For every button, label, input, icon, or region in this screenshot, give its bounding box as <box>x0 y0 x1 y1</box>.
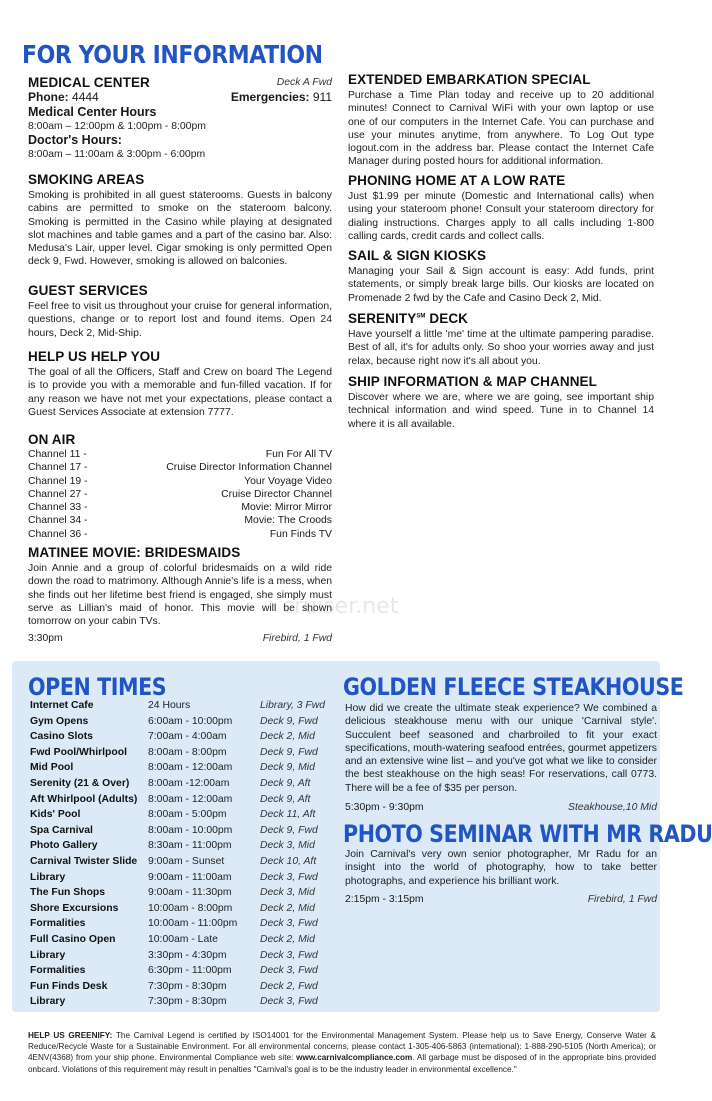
venue-hours: 8:00am - 12:00am <box>148 762 233 774</box>
channel-row <box>28 501 332 514</box>
venue-hours: 9:00am - 11:30pm <box>148 887 232 899</box>
steakhouse-title: GOLDEN FLEECE STEAKHOUSE <box>343 673 684 701</box>
venue-name: Mid Pool <box>30 762 74 774</box>
open-times-row <box>30 807 330 823</box>
venue-name: Serenity (21 & Over) <box>30 777 130 789</box>
smoking-text: Smoking is prohibited in all guest staterooms. Guests in balcony cabins are permitted to smoke on the stateroom balcony. Smoking is permitted in the Casino while playing at designated slot machines and table games and a part of the casino bar. Also: Medusa's Lair, upper level. Cigar smoking is only permitted Open deck 9, Fwd. However, smoking is allowed on balconies. <box>28 190 332 268</box>
open-times-row <box>30 823 330 839</box>
channel-number: Channel 33 - <box>28 502 88 514</box>
channel-row <box>28 514 332 527</box>
venue-hours: 10:00am - 11:00pm <box>148 918 238 930</box>
channel-number: Channel 34 - <box>28 515 88 527</box>
venue-name: Library <box>30 996 66 1008</box>
venue-name: Full Casino Open <box>30 933 116 945</box>
channel-name: Your Voyage Video <box>244 475 332 487</box>
venue-location: Deck 2, Mid <box>260 731 315 743</box>
venue-location: Deck 3, Fwd <box>260 996 318 1008</box>
open-times-row <box>30 901 330 917</box>
steakhouse-text: How did we create the ultimate steak experience? We combined a delicious steakhouse menu with our unique 'Carnival style'. Succulent beef seasoned and charbroiled to fit your exact specifications, mouth-watering seafood entrées, gourmet appetizers and an extensive wine list – and you've got what we like to consider the best steakhouse on the high seas! For reservations, call 0773. There will be a fee of $35 per person. <box>345 703 657 794</box>
venue-hours: 8:00am - 10:00pm <box>148 824 233 836</box>
sail-heading: SAIL & SIGN KIOSKS <box>348 248 487 263</box>
extended-text: Purchase a Time Plan today and receive up to 20 additional minutes! Connect to Carnival WiFi with your own laptop or use one of our computers in the Internet Cafe. You can purchase and use your minutes anytime, from anywhere. To Log Out type logout.com in the address bar. Please contact the Internet Cafe Manager during posted hours for additional information. <box>348 90 654 168</box>
medical-center-section <box>28 75 332 162</box>
venue-hours: 8:00am - 12:00am <box>148 793 233 805</box>
venue-hours: 8:30am - 11:00pm <box>148 840 232 852</box>
open-times-row <box>30 870 330 886</box>
venue-name: Formalities <box>30 965 86 977</box>
medical-hours: 8:00am – 12:00pm & 1:00pm - 8:00pm <box>28 121 206 132</box>
serenity-heading <box>348 311 654 326</box>
venue-hours: 8:00am - 5:00pm <box>148 809 227 821</box>
venue-hours: 10:00am - Late <box>148 933 218 945</box>
channel-number: Channel 17 - <box>28 462 88 474</box>
channel-number: Channel 36 - <box>28 528 88 540</box>
venue-hours: 6:00am - 10:00pm <box>148 715 233 727</box>
phoning-home-section <box>348 173 654 243</box>
watermark: cruiser.net <box>282 594 399 619</box>
open-times-row <box>30 698 330 714</box>
venue-location: Deck 9, Fwd <box>260 746 318 758</box>
ship-info-section <box>348 374 654 431</box>
venue-name: Library <box>30 949 66 961</box>
smoking-heading: SMOKING AREAS <box>28 172 145 187</box>
venue-name: Gym Opens <box>30 715 89 727</box>
doctor-hours-heading: Doctor's Hours: <box>28 133 122 148</box>
photo-time: 2:15pm - 3:15pm <box>345 893 424 905</box>
venue-hours: 7:30pm - 8:30pm <box>148 996 227 1008</box>
channel-number: Channel 27 - <box>28 488 88 500</box>
steakhouse-location: Steakhouse,10 Mid <box>568 802 657 814</box>
open-times-row <box>30 714 330 730</box>
footer-lead: HELP US GREENIFY: <box>28 1031 113 1040</box>
open-times-row <box>30 963 330 979</box>
photo-location: Firebird, 1 Fwd <box>587 893 657 905</box>
phone-label: Phone: <box>28 90 69 104</box>
matinee-time: 3:30pm <box>28 633 63 645</box>
photo-text: Join Carnival's very own senior photographer, Mr Radu for an insight into the world of photography, how to take better photographs, and experience his brilliant work. <box>345 849 657 887</box>
steakhouse-time: 5:30pm - 9:30pm <box>345 802 424 814</box>
venue-hours: 8:00am -12:00am <box>148 777 230 789</box>
medical-location: Deck A Fwd <box>276 77 332 88</box>
channel-list <box>28 448 332 541</box>
matinee-heading: MATINEE MOVIE: BRIDESMAIDS <box>28 545 241 560</box>
extended-embarkation-section <box>348 72 654 169</box>
smoking-section <box>28 172 332 269</box>
emergencies-label: Emergencies: <box>230 90 310 104</box>
venue-location: Deck 9, Mid <box>260 762 315 774</box>
venue-hours: 7:30pm - 8:30pm <box>148 980 227 992</box>
venue-location: Deck 9, Fwd <box>260 824 318 836</box>
venue-name: The Fun Shops <box>30 887 106 899</box>
open-times-row <box>30 994 330 1010</box>
venue-name: Photo Gallery <box>30 840 98 852</box>
channel-row <box>28 475 332 488</box>
venue-name: Internet Cafe <box>30 700 94 711</box>
open-times-row <box>30 838 330 854</box>
venue-location: Deck 9, Aft <box>260 793 311 805</box>
footer-text-2: . All garbage must be disposed of in the appropriate bins provided onbcard. Violations of this requirement may result in penalties "Carnival's goal is to be the industry leader in environmental excellence." <box>28 1053 657 1074</box>
footer-site-link[interactable]: www.carnivalcompliance.com <box>296 1053 413 1063</box>
venue-name: Shore Excursions <box>30 902 119 914</box>
venue-location: Deck 3, Mid <box>260 840 315 852</box>
open-times-row <box>30 776 330 792</box>
serenity-heading-rest: DECK <box>425 311 469 326</box>
venue-hours: 24 Hours <box>148 700 191 711</box>
helpus-text: The goal of all the Officers, Staff and Crew on board The Legend is to provide you with a memorable and fun-filled vacation. If for any reason we have not met your expectations, please contact a Guest Services Associate at extension 7777. <box>28 367 332 418</box>
medical-heading: MEDICAL CENTER <box>28 75 150 90</box>
phoning-heading: PHONING HOME AT A LOW RATE <box>348 173 566 188</box>
open-times-row <box>30 932 330 948</box>
serenity-section <box>348 311 654 368</box>
channel-row <box>28 488 332 501</box>
open-times-table <box>30 698 330 1010</box>
venue-location: Deck 3, Fwd <box>260 965 318 977</box>
venue-location: Deck 3, Fwd <box>260 918 318 930</box>
helpus-heading: HELP US HELP YOU <box>28 349 161 364</box>
footer-text: The Carnival Legend is certified by ISO14001 for the Environmental Management System. Please help us to Save Energy, Conserve Water & Reduce/Recycle Waste for a Sustainable Environment. For all environmental concerns, please contact 1-305-406-5863 (international): 1-888-290-5105 (North America); or 4ENV(4368) from your ship phone. Environmental Compliance web site: <box>28 1031 656 1063</box>
channel-row <box>28 448 332 461</box>
serenity-text: Have yourself a little 'me' time at the ultimate pampering paradise. Best of all, it's for adults only. So shoo your worries away and just relax, because right now it's all about you. <box>348 329 654 367</box>
channel-name: Movie: The Croods <box>244 515 332 527</box>
channel-row <box>28 528 332 541</box>
channel-name: Cruise Director Channel <box>221 488 332 500</box>
venue-name: Spa Carnival <box>30 824 93 836</box>
venue-location: Deck 2, Fwd <box>260 980 318 992</box>
venue-hours: 8:00am - 8:00pm <box>148 746 227 758</box>
venue-location: Deck 9, Fwd <box>260 715 318 727</box>
matinee-location: Firebird, 1 Fwd <box>262 633 332 645</box>
matinee-text: Join Annie and a group of colorful bridesmaids on a wild ride down the road to matrimony. Although Annie's life is a mess, when she finds out her lifetime best friend is engaged, she simply must serve as Lillian's maid of honor. This movie will be shown tomorrow on your cabin TVs. <box>28 563 332 628</box>
venue-hours: 9:00am - 11:00am <box>148 871 232 883</box>
venue-hours: 3:30pm - 4:30pm <box>148 949 227 961</box>
open-times-row <box>30 948 330 964</box>
channel-name: Fun For All TV <box>265 449 332 460</box>
extended-heading: EXTENDED EMBARKATION SPECIAL <box>348 72 591 87</box>
open-times-row <box>30 729 330 745</box>
on-air-section <box>28 432 332 541</box>
channel-name: Fun Finds TV <box>269 528 332 540</box>
channel-name: Cruise Director Information Channel <box>166 462 332 474</box>
shipinfo-text: Discover where we are, where we are going, see important ship technical information and wind speed. Tune in to Channel 14 where it is all available. <box>348 392 654 430</box>
service-mark: SM <box>416 313 426 320</box>
open-times-row <box>30 854 330 870</box>
venue-location: Deck 3, Fwd <box>260 949 318 961</box>
open-times-row <box>30 885 330 901</box>
venue-name: Carnival Twister Slide <box>30 855 138 867</box>
venue-location: Deck 3, Fwd <box>260 871 318 883</box>
venue-name: Library <box>30 871 66 883</box>
onair-heading: ON AIR <box>28 432 76 447</box>
guest-services-section <box>28 283 332 340</box>
channel-number: Channel 19 - <box>28 475 88 487</box>
photo-seminar-section <box>345 848 657 906</box>
open-times-row <box>30 760 330 776</box>
shipinfo-heading: SHIP INFORMATION & MAP CHANNEL <box>348 374 598 389</box>
open-times-title: OPEN TIMES <box>28 673 167 701</box>
doctor-hours: 8:00am – 11:00am & 3:00pm - 6:00pm <box>28 149 206 161</box>
venue-hours: 7:00am - 4:00am <box>148 731 227 743</box>
venue-location: Deck 11, Aft <box>260 809 316 821</box>
venue-name: Fun Finds Desk <box>30 980 108 992</box>
page-title: FOR YOUR INFORMATION <box>22 40 323 69</box>
venue-location: Deck 2, Mid <box>260 933 315 945</box>
serenity-heading-text: SERENITY <box>348 311 417 326</box>
open-times-row <box>30 979 330 995</box>
guest-heading: GUEST SERVICES <box>28 283 148 298</box>
medical-hours-heading: Medical Center Hours <box>28 105 157 119</box>
venue-name: Casino Slots <box>30 731 93 743</box>
channel-number: Channel 11 - <box>28 449 87 460</box>
venue-name: Aft Whirlpool (Adults) <box>30 793 138 805</box>
open-times-row <box>30 792 330 808</box>
venue-location: Deck 3, Mid <box>260 887 315 899</box>
open-times-row <box>30 916 330 932</box>
channel-name: Movie: Mirror Mirror <box>241 502 332 514</box>
footer-greenify <box>28 1030 656 1075</box>
phone-number: 4444 <box>72 90 99 104</box>
channel-row <box>28 461 332 474</box>
help-us-section <box>28 349 332 419</box>
venue-location: Deck 9, Aft <box>260 777 311 789</box>
venue-location: Deck 2, Mid <box>260 902 315 914</box>
venue-location: Deck 10, Aft <box>260 855 317 867</box>
venue-hours: 10:00am - 8:00pm <box>148 902 233 914</box>
venue-location: Library, 3 Fwd <box>260 700 326 711</box>
venue-name: Formalities <box>30 918 86 930</box>
emergencies-number: 911 <box>312 90 332 104</box>
guest-text: Feel free to visit us throughout your cruise for general information, questions, change or to report lost and found items. Open 24 hours, Deck 2, Mid-Ship. <box>28 301 332 339</box>
phoning-text: Just $1.99 per minute (Domestic and International calls) when using your stateroom phone! Consult your stateroom directory for dialing instructions. Charges apply to all calls including 1-800 calling cards, credit cards and collect calls. <box>348 191 654 242</box>
venue-name: Fwd Pool/Whirlpool <box>30 746 127 758</box>
sail-text: Managing your Sail & Sign account is easy: Add funds, print statements, or simply break large bills. Our kiosks are located on Promenade 2 fwd by the Cafe and Casino Deck 2, Mid. <box>348 266 654 304</box>
steakhouse-section <box>345 702 657 814</box>
venue-hours: 6:30pm - 11:00pm <box>148 965 232 977</box>
sail-sign-section <box>348 248 654 305</box>
open-times-row <box>30 745 330 761</box>
venue-name: Kids' Pool <box>30 809 81 821</box>
photo-seminar-title: PHOTO SEMINAR WITH MR RADU <box>343 820 712 848</box>
venue-hours: 9:00am - Sunset <box>148 855 225 867</box>
